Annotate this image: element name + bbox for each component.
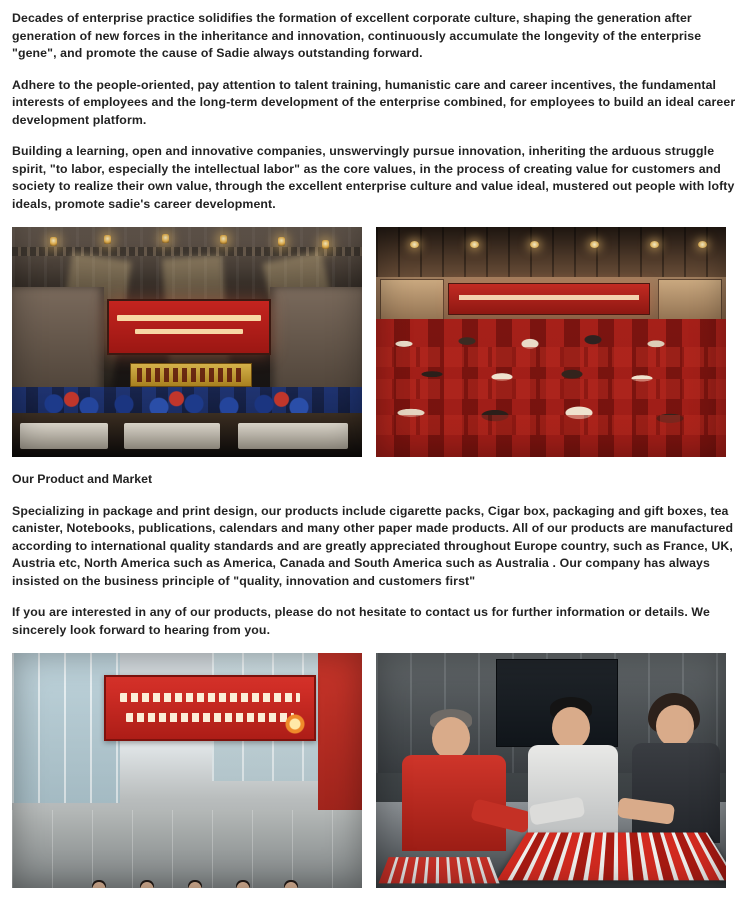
image-gallery-customer-visits (12, 653, 738, 888)
flower-decoration-icon (284, 713, 306, 735)
photo-customers-reviewing-samples (376, 653, 726, 888)
head (656, 705, 694, 747)
image-gallery-company-events (12, 227, 738, 457)
ceiling-structure (376, 227, 726, 279)
banner-text-line (126, 713, 294, 722)
torso (632, 743, 720, 843)
stage-light-icon (50, 237, 57, 246)
screen-text-line (117, 315, 261, 321)
stage-light-icon (220, 235, 227, 244)
front-table (20, 423, 108, 449)
stage-light-icon (162, 234, 169, 243)
ceiling-light-icon (470, 241, 479, 248)
banner-text-block (137, 368, 245, 382)
front-table (238, 423, 348, 449)
person-figure-center (526, 697, 618, 837)
paragraph-product-specialization: Specializing in package and print design, our products include cigarette packs, Cigar box, packaging and gift boxes, tea canister, Notebooks, publications, calendars and many other paper made products. All of our products are manufactured according to international quality standards and are greatly appreciated throughout Europe country, such as France, UK, Austria etc, North America such as America, Canada and South America such as Australia . Our company has always insisted on the business principle of "quality, innovation and customers first" (12, 503, 734, 588)
photo-factory-visit-welcome (12, 653, 362, 888)
paragraph-learning-company: Building a learning, open and innovative companies, unswervingly pursue innovation, inheriting the arduous struggle spirit, "to labor, especially the intellectual labor" as the core values, in the process of creating value for customers and society to realize their own value, through the excellent enterprise culture and value ideal, mustered out people with lofty ideals, promote sadie's career development. (12, 144, 735, 211)
lobby-floor (12, 810, 362, 888)
ceiling-light-icon (530, 241, 539, 248)
printed-packaging-samples (497, 832, 726, 880)
ceiling-light-icon (650, 241, 659, 248)
head (552, 707, 590, 749)
chair-row (376, 379, 726, 399)
ceiling-light-icon (410, 241, 419, 248)
banner-text-line (120, 693, 300, 702)
screen-text-line (459, 295, 639, 300)
stage-light-icon (104, 235, 111, 244)
welcome-banner (104, 675, 316, 741)
staff-in-blue-uniforms (12, 387, 362, 415)
person-figure-right (626, 693, 722, 839)
screen-text-line (135, 329, 243, 334)
head (432, 717, 470, 759)
paragraph-corporate-culture: Decades of enterprise practice solidifies the formation of excellent corporate culture, shaping the generation after generation of new forces in the inheritance and innovation, continuously accumulate the longevity of the enterprise "gene", and promote the cause of Sadie always outstanding forward. (12, 11, 702, 60)
stage-banner (130, 363, 252, 387)
photo-conference-audience (376, 227, 726, 457)
chair-row (376, 415, 726, 435)
front-table (124, 423, 220, 449)
paragraph-people-oriented: Adhere to the people-oriented, pay attention to talent training, humanistic care and career incentives, the fundamental interests of employees and the long-term development of the enterprise combined, for employees to build an ideal career development platform. (12, 77, 736, 127)
printed-packaging-samples (378, 857, 499, 883)
stage-led-screen (107, 299, 271, 355)
paragraph-contact-invitation: If you are interested in any of our products, please do not hesitate to contact us for further information or details. We sincerely look forward to hearing from you. (12, 605, 710, 637)
stage-light-icon (322, 240, 329, 249)
ceiling-light-icon (590, 241, 599, 248)
stage-light-icon (278, 237, 285, 246)
torso (528, 745, 618, 843)
chair-row (376, 347, 726, 367)
stage-led-screen (448, 283, 650, 315)
person-figure-red-shirt (402, 709, 506, 839)
photo-annual-ceremony-stage (12, 227, 362, 457)
ceiling-light-icon (698, 241, 707, 248)
section-title-product-and-market: Our Product and Market (12, 472, 153, 486)
